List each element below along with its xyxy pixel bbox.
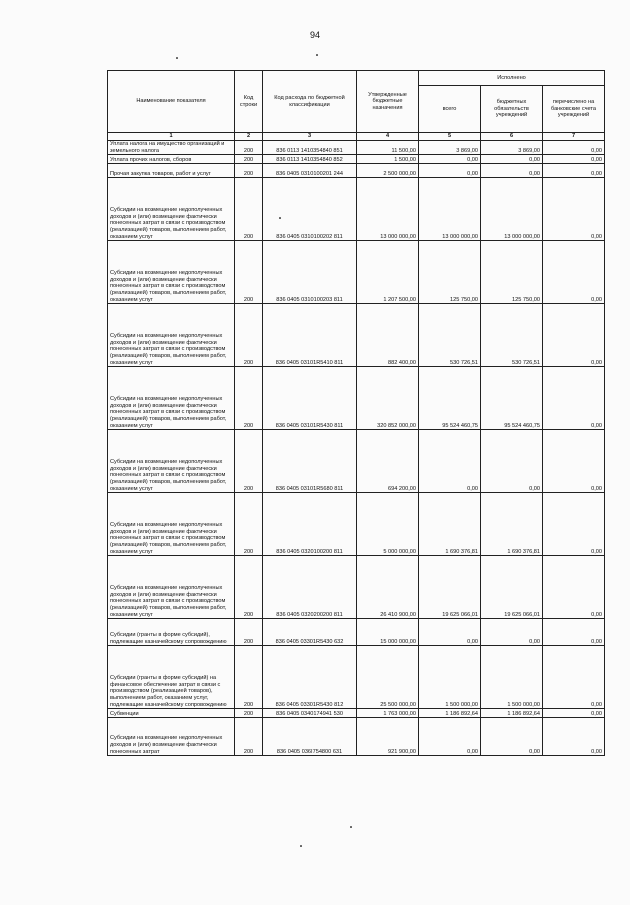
row-obligations: 1 186 892,64 xyxy=(481,709,543,718)
row-code: 200 xyxy=(235,141,263,155)
row-name: Субсидии на возмещение недополученных доходов и (или) возмещение фактически понесенных затрат xyxy=(108,718,235,756)
table-row xyxy=(108,556,605,619)
row-approved: 15 000 000,00 xyxy=(357,619,419,646)
row-kbk: 836 0405 0310100201 244 xyxy=(263,164,357,178)
row-obligations: 95 524 460,75 xyxy=(481,367,543,430)
row-transferred: 0,00 xyxy=(543,155,605,164)
table-row xyxy=(108,164,605,178)
row-transferred: 0,00 xyxy=(543,304,605,367)
header-total: всего xyxy=(419,86,481,133)
row-obligations: 3 869,00 xyxy=(481,141,543,155)
row-code: 200 xyxy=(235,304,263,367)
row-transferred: 0,00 xyxy=(543,619,605,646)
row-code: 200 xyxy=(235,646,263,709)
header-budget-obligations: бюджетных обязательств учреждений xyxy=(481,86,543,133)
row-approved: 11 500,00 xyxy=(357,141,419,155)
row-approved: 25 500 000,00 xyxy=(357,646,419,709)
row-kbk: 836 0405 03101R5410 811 xyxy=(263,304,357,367)
row-obligations: 0,00 xyxy=(481,718,543,756)
row-name: Прочая закупка товаров, работ и услуг xyxy=(108,164,235,178)
row-total: 0,00 xyxy=(419,619,481,646)
row-kbk: 836 0405 03301R5430 812 xyxy=(263,646,357,709)
table-row xyxy=(108,178,605,241)
row-total: 530 726,51 xyxy=(419,304,481,367)
row-kbk: 836 0405 03101R5430 811 xyxy=(263,367,357,430)
table-row xyxy=(108,709,605,718)
table-row xyxy=(108,646,605,709)
row-approved: 320 852 000,00 xyxy=(357,367,419,430)
row-kbk: 836 0405 0310100202 811 xyxy=(263,178,357,241)
table-row xyxy=(108,304,605,367)
table-row xyxy=(108,430,605,493)
row-name: Субсидии на возмещение недополученных доходов и (или) возмещение фактически понесенных затрат в связи с производством (реализацией) товаров, выполнением работ, оказанием услуг xyxy=(108,304,235,367)
row-obligations: 0,00 xyxy=(481,430,543,493)
row-code: 200 xyxy=(235,556,263,619)
row-total: 95 524 460,75 xyxy=(419,367,481,430)
row-kbk: 836 0113 1410354840 851 xyxy=(263,141,357,155)
table-row xyxy=(108,155,605,164)
row-kbk: 836 0113 1410354840 852 xyxy=(263,155,357,164)
row-approved: 5 000 000,00 xyxy=(357,493,419,556)
row-name: Субсидии на возмещение недополученных доходов и (или) возмещение фактически понесенных затрат в связи с производством (реализацией) товаров, выполнением работ, оказанием услуг xyxy=(108,178,235,241)
header-name: Наименование показателя xyxy=(108,71,235,133)
row-approved: 1 207 500,00 xyxy=(357,241,419,304)
row-approved: 694 200,00 xyxy=(357,430,419,493)
row-transferred: 0,00 xyxy=(543,718,605,756)
row-obligations: 13 000 000,00 xyxy=(481,178,543,241)
row-total: 1 186 892,64 xyxy=(419,709,481,718)
column-number: 2 xyxy=(235,133,263,141)
row-code: 200 xyxy=(235,241,263,304)
report-table xyxy=(107,70,605,756)
row-code: 200 xyxy=(235,718,263,756)
column-number: 5 xyxy=(419,133,481,141)
row-obligations: 1 690 376,81 xyxy=(481,493,543,556)
row-approved: 921 900,00 xyxy=(357,718,419,756)
row-approved: 2 500 000,00 xyxy=(357,164,419,178)
table-row xyxy=(108,493,605,556)
table-row xyxy=(108,141,605,155)
row-transferred: 0,00 xyxy=(543,709,605,718)
row-total: 1 690 376,81 xyxy=(419,493,481,556)
header-approved: Утвержденные бюджетные назначения xyxy=(357,71,419,133)
row-obligations: 0,00 xyxy=(481,155,543,164)
table-row xyxy=(108,241,605,304)
header-transferred: перечислено на банковские счета учреждений xyxy=(543,86,605,133)
row-name: Уплата налога на имущество организаций и земельного налога xyxy=(108,141,235,155)
page-number: 94 xyxy=(309,30,320,40)
row-kbk: 836 0405 03301R5430 632 xyxy=(263,619,357,646)
row-code: 200 xyxy=(235,155,263,164)
column-numbers-row xyxy=(108,133,605,141)
row-kbk: 836 0405 0340174941 530 xyxy=(263,709,357,718)
scan-speck xyxy=(176,57,178,59)
row-code: 200 xyxy=(235,367,263,430)
row-transferred: 0,00 xyxy=(543,367,605,430)
row-kbk: 836 0405 0320100200 811 xyxy=(263,493,357,556)
row-transferred: 0,00 xyxy=(543,241,605,304)
table-row xyxy=(108,367,605,430)
row-name: Субвенции xyxy=(108,709,235,718)
row-approved: 882 400,00 xyxy=(357,304,419,367)
row-obligations: 530 726,51 xyxy=(481,304,543,367)
row-obligations: 0,00 xyxy=(481,619,543,646)
column-number: 6 xyxy=(481,133,543,141)
row-transferred: 0,00 xyxy=(543,493,605,556)
row-code: 200 xyxy=(235,164,263,178)
row-kbk: 836 0405 0310100203 811 xyxy=(263,241,357,304)
row-name: Субсидии (гранты в форме субсидий) на финансовое обеспечение затрат в связи с производством (реализацией товаров), выполнением работ, оказанием услуг, подлежащие казначейскому сопровождению xyxy=(108,646,235,709)
row-obligations: 125 750,00 xyxy=(481,241,543,304)
table-row xyxy=(108,619,605,646)
scan-speck xyxy=(316,54,318,56)
column-number: 3 xyxy=(263,133,357,141)
row-name: Субсидии (гранты в форме субсидий), подлежащие казначейскому сопровождению xyxy=(108,619,235,646)
row-total: 1 500 000,00 xyxy=(419,646,481,709)
row-total: 19 625 066,01 xyxy=(419,556,481,619)
row-code: 200 xyxy=(235,430,263,493)
row-code: 200 xyxy=(235,709,263,718)
scan-speck xyxy=(300,845,302,847)
row-transferred: 0,00 xyxy=(543,178,605,241)
row-kbk: 836 0405 03101R5680 811 xyxy=(263,430,357,493)
row-code: 200 xyxy=(235,493,263,556)
row-transferred: 0,00 xyxy=(543,556,605,619)
row-total: 125 750,00 xyxy=(419,241,481,304)
row-name: Уплата прочих налогов, сборов xyxy=(108,155,235,164)
column-number: 1 xyxy=(108,133,235,141)
row-total: 0,00 xyxy=(419,430,481,493)
row-name: Субсидии на возмещение недополученных доходов и (или) возмещение фактически понесенных затрат в связи с производством (реализацией) товаров, выполнением работ, оказанием услуг xyxy=(108,493,235,556)
row-obligations: 1 500 000,00 xyxy=(481,646,543,709)
row-code: 200 xyxy=(235,178,263,241)
column-number: 7 xyxy=(543,133,605,141)
row-total: 13 000 000,00 xyxy=(419,178,481,241)
header-executed: Исполнено xyxy=(419,71,605,86)
header-classification: Код расхода по бюджетной классификации xyxy=(263,71,357,133)
row-kbk: 836 0405 0320200200 811 xyxy=(263,556,357,619)
row-total: 0,00 xyxy=(419,155,481,164)
row-transferred: 0,00 xyxy=(543,646,605,709)
table-row xyxy=(108,718,605,756)
row-total: 0,00 xyxy=(419,164,481,178)
scan-speck xyxy=(350,826,352,828)
header-code: Код строки xyxy=(235,71,263,133)
row-name: Субсидии на возмещение недополученных доходов и (или) возмещение фактически понесенных затрат в связи с производством (реализацией) товаров, выполнением работ, оказанием услуг xyxy=(108,241,235,304)
row-transferred: 0,00 xyxy=(543,430,605,493)
row-approved: 13 000 000,00 xyxy=(357,178,419,241)
row-transferred: 0,00 xyxy=(543,141,605,155)
scan-speck xyxy=(279,217,281,219)
row-obligations: 0,00 xyxy=(481,164,543,178)
row-approved: 1 763 000,00 xyxy=(357,709,419,718)
row-name: Субсидии на возмещение недополученных доходов и (или) возмещение фактически понесенных затрат в связи с производством (реализацией) товаров, выполнением работ, оказанием услуг xyxy=(108,367,235,430)
row-obligations: 19 625 066,01 xyxy=(481,556,543,619)
row-kbk: 836 0405 036I754800 631 xyxy=(263,718,357,756)
row-total: 0,00 xyxy=(419,718,481,756)
row-name: Субсидии на возмещение недополученных доходов и (или) возмещение фактически понесенных затрат в связи с производством (реализацией) товаров, выполнением работ, оказанием услуг xyxy=(108,556,235,619)
column-number: 4 xyxy=(357,133,419,141)
row-transferred: 0,00 xyxy=(543,164,605,178)
row-approved: 26 410 900,00 xyxy=(357,556,419,619)
row-total: 3 869,00 xyxy=(419,141,481,155)
row-approved: 1 500,00 xyxy=(357,155,419,164)
row-name: Субсидии на возмещение недополученных доходов и (или) возмещение фактически понесенных затрат в связи с производством (реализацией) товаров, выполнением работ, оказанием услуг xyxy=(108,430,235,493)
row-code: 200 xyxy=(235,619,263,646)
